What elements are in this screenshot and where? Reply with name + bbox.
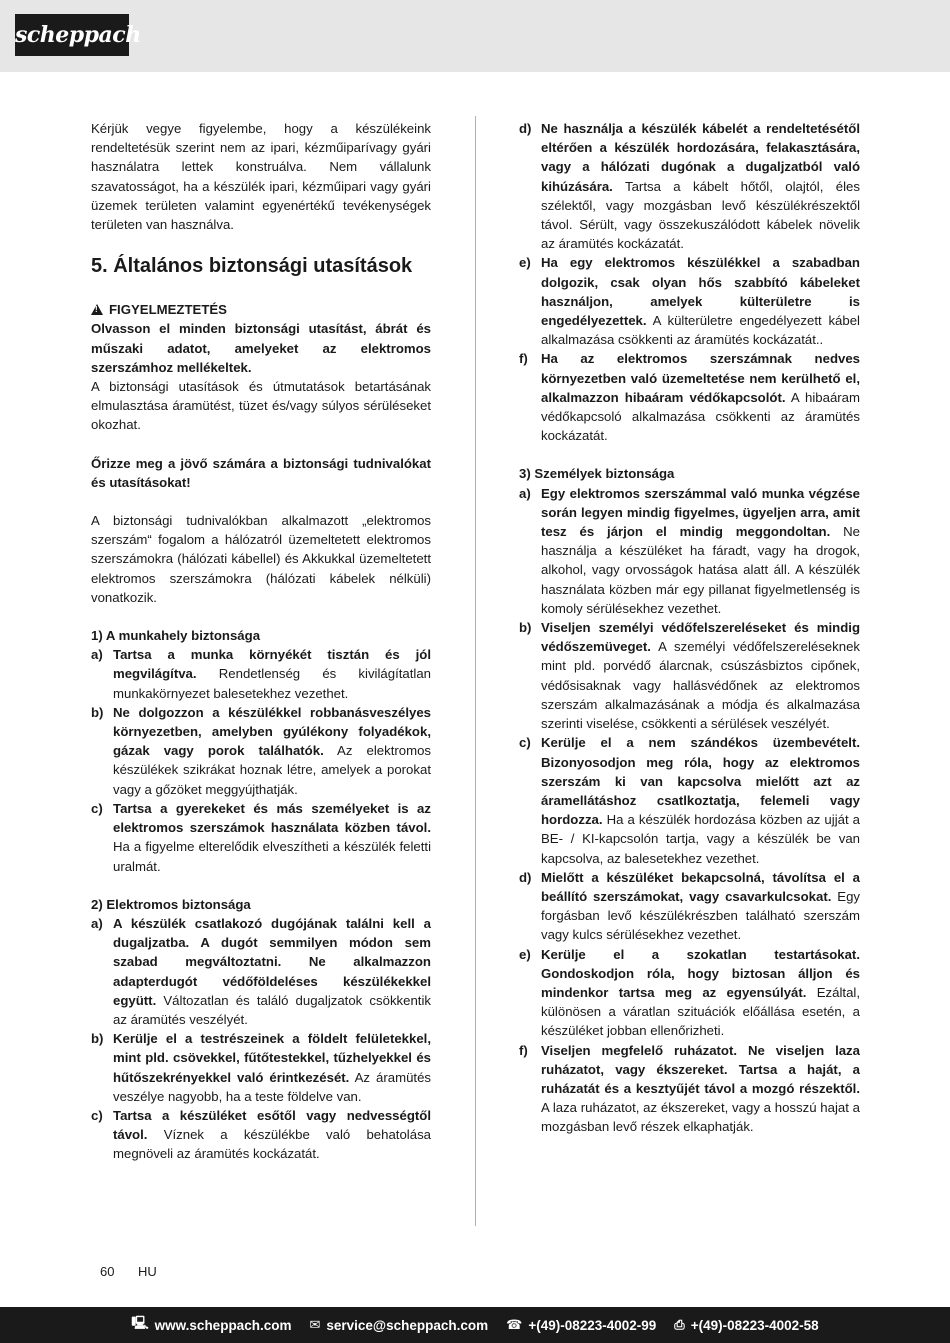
definition-paragraph: A biztonsági tudnivalókban alkalmazott „elektromos szerszám“ fogalom a hálózatról üzemeltetett elektromos szerszámokra (hálózati kábellel) és Akkukkal üzemeltetett elektromos szerszámokra (hálózati kábelek nélküli) vonatkozik. — [91, 513, 431, 605]
list-item-text — [541, 484, 860, 618]
footer-phone-text: +(49)-08223-4002-99 — [528, 1317, 657, 1333]
list-item-label: d) — [519, 869, 532, 885]
workplace-safety-list — [91, 645, 431, 875]
column-divider — [475, 116, 476, 1226]
list-item-text — [541, 1041, 860, 1137]
list-item-label: f) — [519, 351, 528, 367]
list-item-label: b) — [91, 1031, 104, 1047]
list-item-text — [541, 945, 860, 1041]
intro-paragraph: Kérjük vegye figyelembe, hogy a készülékeink rendeltetésük szerint nem az ipari, kézműiparívagy gyári használatra lettek konstruálva. Nem vállalunk szavatosságot, ha a készülék ipari, kézműipari vagy gyári üzemek területen valamint egyenértékű tevékenységek területen van használva. — [91, 121, 431, 233]
footer-email[interactable] — [309, 1317, 488, 1333]
list-item-bold: Egy elektromos szerszámmal való munka végzése során legyen mindig figyelmes, ügyeljen arra, amit tesz és járjon el mindig meggondoltan. — [541, 485, 860, 540]
list-item-bold: Ne használja a készülék kábelét a rendeltetésétől eltérően a készülék hordozására, felakasztására, vagy a hálózati dugónak a dugaljzatból való kihúzására. — [541, 121, 860, 194]
list-item-body: Víznek a készülékbe való behatolása megnöveli az áramütés kockázatát. — [113, 1127, 431, 1162]
list-item — [91, 799, 431, 876]
list-item-label: e) — [519, 255, 531, 271]
list-item-label: d) — [519, 121, 532, 136]
right-column — [519, 119, 860, 1137]
list-item-body: Rendetlenség és kivilágítatlan munkakörnyezet balesetekhez vezethet. — [113, 666, 431, 701]
footer-web-text: www.scheppach.com — [154, 1317, 292, 1333]
list-item — [91, 703, 431, 799]
list-item-bold: Mielőtt a készüléket bekapcsolná, távolítsa el a beállító szerszámokat, vagy csavarkulcsokat. — [541, 869, 860, 904]
list-item-bold: Viseljen megfelelő ruházatot. Ne viseljen laza ruházatot, vagy ékszereket. Tartsa a haját, a ruházatát és a kesztyűjét távol a mozgó részektől. — [541, 1042, 860, 1096]
list-item-label: c) — [91, 1107, 103, 1123]
list-item — [91, 645, 431, 703]
subsection-title-3: 3) Személyek biztonsága — [519, 466, 675, 482]
fax-icon: ⎙ — [674, 1317, 685, 1332]
list-item-text — [541, 253, 860, 349]
list-item-label: b) — [91, 704, 104, 720]
warning-text: A biztonsági utasítások és útmutatások betartásának elmulasztása áramütést, tüzet és/vagy súlyos sérüléseket okozhat. — [91, 379, 431, 433]
warning-heading — [91, 300, 431, 319]
list-item-label: e) — [519, 946, 531, 962]
list-item-bold: Viseljen személyi védőfelszereléseket és mindig védőszemüveget. — [541, 620, 860, 655]
list-item — [519, 119, 860, 253]
list-item-body: A külterületre engedélyezett kábel alkalmazása csökkenti az áramütés kockázatát.. — [541, 313, 860, 348]
subsection-title-1: 1) A munkahely biztonsága — [91, 628, 261, 644]
list-item-bold: Ha az elektromos szerszámnak nedves környezetben való üzemeltetése nem kerülhető el, alkalmazzon hibaáram védőkapcsolót. — [541, 351, 860, 405]
list-item-body: Ezáltal, különösen a váratlan szituációk előállása esetén, a készüléket jobban ellenőrizheti. — [541, 984, 860, 1039]
list-item-label: f) — [519, 1042, 528, 1058]
subsection-title-2: 2) Elektromos biztonsága — [91, 896, 251, 912]
page-number: 60 — [100, 1264, 115, 1279]
mail-icon: ✉ — [309, 1317, 321, 1332]
computer-icon: 🖳 — [131, 1315, 149, 1330]
electrical-safety-list-cont — [519, 119, 860, 445]
list-item — [519, 1041, 860, 1137]
list-item-label: c) — [91, 800, 103, 816]
list-item-bold: Tartsa a készüléket esőtől vagy nedvességtől távol. — [113, 1107, 431, 1143]
list-item-bold: Tartsa a gyerekeket és más személyeket is az elektromos szerszámok használata közben távol. — [113, 800, 431, 836]
warning-label: FIGYELMEZTETÉS — [109, 302, 227, 318]
list-item-label: a) — [91, 647, 103, 663]
footer-fax[interactable] — [674, 1317, 818, 1333]
left-column — [91, 119, 431, 1164]
list-item-text — [113, 703, 431, 799]
list-item-label: c) — [519, 735, 531, 751]
list-item-text — [541, 618, 860, 733]
list-item — [519, 618, 860, 733]
list-item-text — [541, 119, 860, 253]
list-item-bold: Kerülje el a szokatlan testartásokat. Gondoskodjon róla, hogy biztosan álljon és mindenkor tartsa meg az egyensúlyát. — [541, 946, 860, 1000]
list-item-bold: A készülék csatlakozó dugójának találni kell a dugaljzatba. A dugót semmilyen módon sem szabad megváltoztatni. Ne alkalmazzon adapterdugót védőföldeléses készülékekkel együtt. — [113, 915, 431, 1008]
section-title: 5. Általános biztonsági utasítások — [91, 255, 413, 278]
list-item — [519, 945, 860, 1041]
list-item-text — [113, 1029, 431, 1106]
list-item-body: A személyi védőfelszereléseknek mint pld. porvédő álarcnak, csúszásbiztos cipőnek, védősisaknak vagy hallásvédőnek az elektromos szerszám alkalmazásának a módja és alkalmazása szerinti viselése, csökkenti a sérülések veszélyét. — [541, 639, 860, 732]
list-item-body: Az elektromos készülékek szikrákat hoznak létre, amelyek a porokat vagy a gőzöket meggyújthatják. — [113, 743, 431, 797]
list-item-label: b) — [519, 620, 532, 636]
personal-safety-list — [519, 484, 860, 1137]
list-item-body: A laza ruházatot, az ékszereket, vagy a hosszú hajat a mozgásban levő részek elkaphatják. — [541, 1100, 860, 1135]
list-item-body: Tartsa a kábelt hőtől, olajtól, éles szélektől, vagy mozgásban levő készülékrészektől távol. Sérült, vagy összekuszálódott kábelek növelik az áramütés kockázatát. — [541, 178, 860, 252]
list-item — [519, 484, 860, 618]
list-item-label: a) — [519, 485, 531, 501]
list-item — [519, 253, 860, 349]
list-item-bold: Ha egy elektromos készülékkel a szabadban dolgozik, csak olyan hős szabbító kábeleket használjon, amelyek külterületre is engedélyezettek. — [541, 255, 860, 329]
list-item — [519, 733, 860, 867]
list-item-text — [541, 349, 860, 445]
list-item-body: Ha a figyelme elterelődik elveszítheti a készülék feletti uralmát. — [113, 839, 431, 874]
list-item — [519, 868, 860, 945]
list-item-text — [541, 733, 860, 867]
phone-icon: ☎ — [506, 1317, 523, 1332]
list-item — [519, 349, 860, 445]
footer-web[interactable] — [131, 1314, 291, 1336]
scheppach-logo: scheppach — [15, 14, 129, 56]
list-item — [91, 1106, 431, 1164]
list-item-text — [113, 799, 431, 876]
list-item — [91, 914, 431, 1029]
list-item-bold: Tartsa a munka környékét tisztán és jól megvilágítva. — [113, 647, 431, 682]
list-item-body: A hibaáram védőkapcsoló alkalmazása csökkenti az áramütés kockázatát. — [541, 389, 860, 444]
list-item-label: a) — [91, 915, 103, 931]
footer-email-text: service@scheppach.com — [326, 1317, 489, 1333]
list-item-text — [113, 645, 431, 703]
list-item-body: Az áramütés veszélye nagyobb, ha a teste földelve van. — [113, 1069, 431, 1104]
list-item-body: Egy forgásban levő készülékrészben található szerszám vagy kulcs sérülésekhez vezethet. — [541, 888, 860, 943]
keep-instructions: Őrizze meg a jövő számára a biztonsági tudnivalókat és utasításokat! — [91, 455, 431, 490]
footer-phone[interactable] — [506, 1317, 656, 1333]
list-item-text — [113, 1106, 431, 1164]
language-code: HU — [138, 1264, 157, 1279]
list-item-bold: Kerülje el a nem szándékos üzembevételt. Bizonyosodjon meg róla, hogy az elektromos szerszám ki van kapcsolva mielőtt azt az áramellátáshoz csatlkoztatja, felemeli vagy hordozza. — [541, 735, 860, 828]
warning-bold-text: Olvasson el minden biztonsági utasítást, ábrát és műszaki adatot, amelyeket az elektromos szerszámhoz mellékeltek. — [91, 321, 431, 375]
warning-icon — [91, 304, 103, 315]
list-item — [91, 1029, 431, 1106]
list-item-bold: Kerülje el a testrészeinek a földelt felületekkel, mint pld. csövekkel, fűtőtestekkel, tűzhelyekkel és hűtőszekrényekkel való érintkezését. — [113, 1031, 431, 1085]
list-item-text — [541, 868, 860, 945]
list-item-body: Változatlan és találó dugaljzatok csökkentik az áramütés veszélyét. — [113, 992, 431, 1027]
footer-fax-text: +(49)-08223-4002-58 — [690, 1317, 819, 1333]
list-item-body: Ne használja a készüléket ha fáradt, vagy ha drogok, alkohol, vagy orvosságok hatása alatt áll. A készülék használata közben már egy pillanat figyelmetlenség is komoly sérülésekhez vezethet. — [541, 524, 860, 616]
list-item-bold: Ne dolgozzon a készülékkel robbanásveszélyes környezetben, amelyben gyúlékony folyadékok, gázak vagy porok találhatók. — [113, 704, 431, 759]
header-bar — [0, 0, 950, 72]
electrical-safety-list — [91, 914, 431, 1164]
footer-bar — [0, 1307, 950, 1343]
list-item-text — [113, 914, 431, 1029]
list-item-body: Ha a készülék hordozása közben az ujját a BE- / KI-kapcsolón tartja, vagy a készülék be van kapcsolva, az balesetekhez vezethet. — [541, 812, 860, 866]
